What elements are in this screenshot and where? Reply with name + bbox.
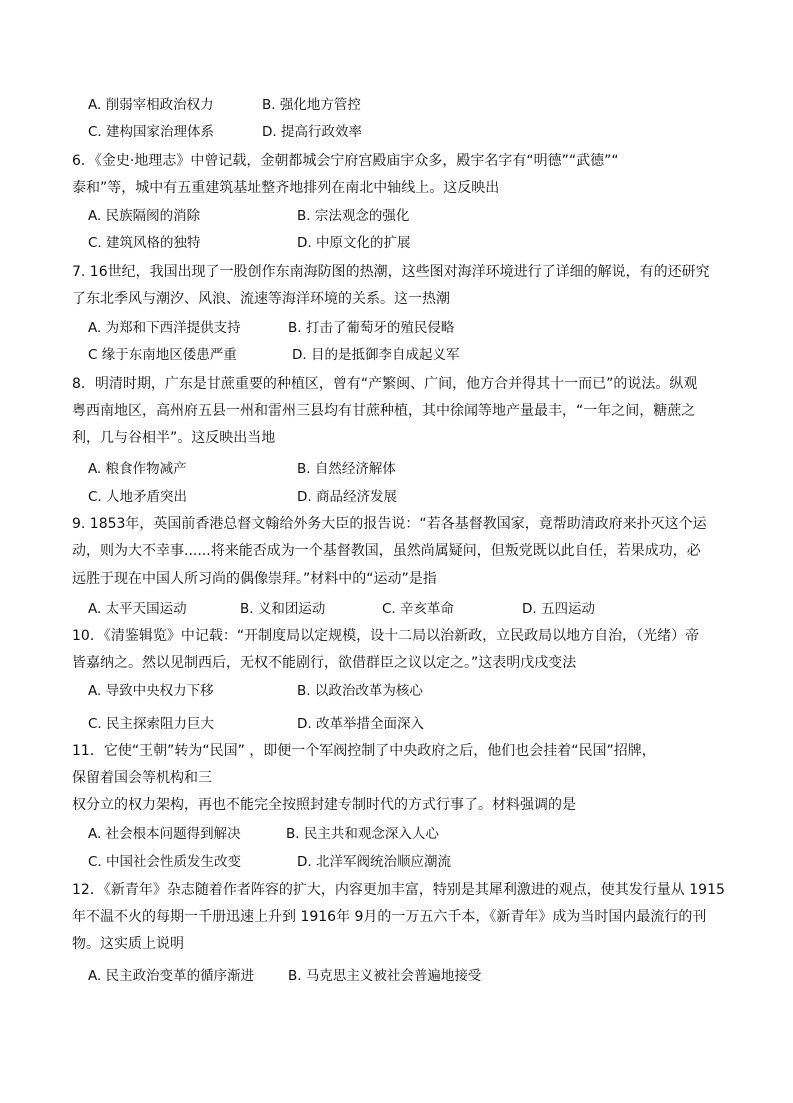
q10-option-b: B. 以政治改革为核心 — [297, 683, 423, 699]
q10-option-d: D. 改革举措全面深入 — [297, 716, 424, 732]
q11-option-d: D. 北洋军阀统治顺应潮流 — [297, 854, 451, 870]
q7-stem-line-2: 了东北季风与潮汐、风浪、流速等海洋环境的关系。这一热潮 — [72, 291, 450, 307]
q12-stem-line-3: 物。这实质上说明 — [72, 936, 184, 952]
q8-stem-line-3: 利，几与谷相半”。这反映出当地 — [72, 430, 276, 446]
q11-stem-line-1: 11．它使“王朝”转为“民国” ，即便一个军阀控制了中央政府之后，他们也会挂着“民国”招牌， — [72, 743, 656, 759]
q12-option-a: A. 民主政治变革的循序渐进 — [88, 968, 255, 984]
q8-stem-line-1: 8．明清时期，广东是甘蔗重要的种植区，曾有“产繁闽、广间，他方合并得其十一而已”的说法。纵观 — [72, 376, 698, 392]
q10-stem-line-1: 10．《清鉴辑览》中记载：“开制度局以定规模，设十二局以治新政，立民政局以地方自治，（光绪）帝 — [72, 628, 700, 644]
q7-option-b: B. 打击了葡萄牙的殖民侵略 — [288, 320, 455, 336]
q12-option-b: B. 马克思主义被社会普遍地接受 — [288, 968, 482, 984]
q5-option-a: A. 削弱宰相政治权力 — [88, 97, 214, 113]
q11-option-a: A. 社会根本问题得到解决 — [88, 826, 241, 842]
q9-option-a: A. 太平天国运动 — [88, 601, 187, 617]
q7-option-c: C 缘于东南地区倭患严重 — [88, 347, 237, 363]
q6-option-d: D. 中原文化的扩展 — [297, 235, 411, 251]
q7-option-a: A. 为郑和下西洋提供支持 — [88, 320, 241, 336]
q6-stem-line-2: 泰和”等，城中有五重建筑基址整齐地排列在南北中轴线上。这反映出 — [72, 180, 500, 196]
q12-stem-line-2: 年不温不火的每期一千册迅速上升到 1916年 9月的一万五六千本，《新青年》成为当时国内最流行的刊 — [72, 909, 707, 925]
q12-stem-line-1: 12．《新青年》杂志随着作者阵容的扩大，内容更加丰富，特别是其犀利激进的观点，使其发行量从 1915 — [72, 882, 725, 898]
q11-option-c: C. 中国社会性质发生改变 — [88, 854, 242, 870]
q11-option-b: B. 民主共和观念深入人心 — [286, 826, 439, 842]
q8-option-a: A. 粮食作物减产 — [88, 461, 187, 477]
q10-option-a: A. 导致中央权力下移 — [88, 683, 214, 699]
q7-stem-line-1: 7. 16世纪，我国出现了一股创作东南海防图的热潮，这些图对海洋环境进行了详细的解说，有的还研究 — [72, 264, 710, 280]
q9-stem-line-2: 动，则为大不幸事......将来能否成为一个基督教国，虽然尚属疑问，但叛党既以此自任，若果成功，必 — [72, 543, 701, 559]
q6-option-c: C. 建筑风格的独特 — [88, 235, 201, 251]
q9-stem-line-1: 9. 1853年，英国前香港总督文翰给外务大臣的报告说：“若各基督教国家，竟帮助清政府来扑灭这个运 — [72, 516, 707, 532]
q5-option-c: C. 建构国家治理体系 — [88, 124, 215, 140]
q9-option-c: C. 辛亥革命 — [382, 601, 455, 617]
q8-option-b: B. 自然经济解体 — [297, 461, 396, 477]
q10-stem-line-2: 皆嘉纳之。然以见制西后，无权不能剧行，欲借群臣之议以定之。”这表明戊戌变法 — [72, 655, 577, 671]
q7-option-d: D. 目的是抵御李自成起义军 — [292, 347, 460, 363]
q6-stem-line-1: 6．《金史·地理志》中曾记载，金朝都城会宁府宫殿庙宇众多，殿宇名字有“明德”“武德”“ — [72, 153, 619, 169]
q6-option-b: B. 宗法观念的强化 — [297, 208, 410, 224]
q9-option-b: B. 义和团运动 — [240, 601, 326, 617]
q5-option-b: B. 强化地方管控 — [262, 97, 361, 113]
q8-option-c: C. 人地矛盾突出 — [88, 489, 188, 505]
q9-option-d: D. 五四运动 — [522, 601, 595, 617]
q8-option-d: D. 商品经济发展 — [297, 489, 397, 505]
q10-option-c: C. 民主探索阻力巨大 — [88, 716, 215, 732]
q9-stem-line-3: 远胜于现在中国人所习尚的偶像崇拜。”材料中的“运动”是指 — [72, 571, 437, 587]
q11-stem-line-2: 保留着国会等机构和三 — [72, 770, 212, 786]
q8-stem-line-2: 粤西南地区，高州府五县一州和雷州三县均有甘蔗种植，其中徐闻等地产量最丰，“一年之间，糖蔗之 — [72, 403, 696, 419]
q5-option-d: D. 提高行政效率 — [262, 124, 362, 140]
q11-stem-line-3: 权分立的权力架构，再也不能完全按照封建专制时代的方式行事了。材料强调的是 — [72, 797, 576, 813]
q6-option-a: A. 民族隔阂的消除 — [88, 208, 201, 224]
